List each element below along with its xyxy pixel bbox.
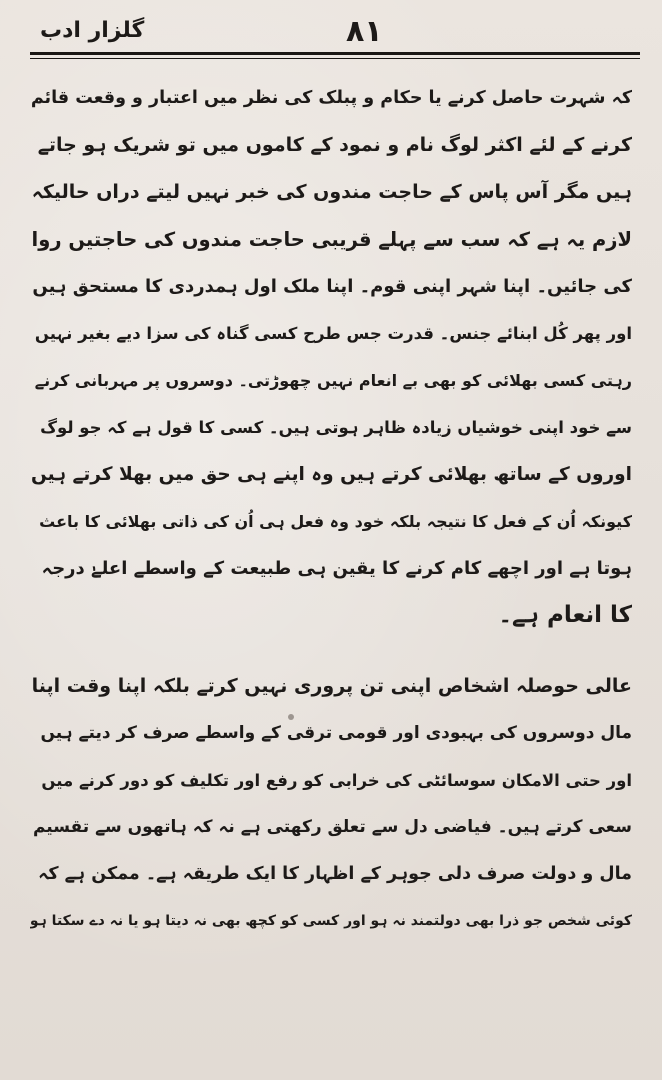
text-line: رہتی کسی بھلائی کو بھی بے انعام نہیں چھوڑتی۔ دوسروں پر مہربانی کرنے — [34, 371, 632, 390]
text-line: کرنے کے لئے اکثر لوگ نام و نمود کے کاموں میں تو شریک ہو جاتے — [37, 134, 632, 156]
header-rule-thick — [30, 52, 640, 55]
paragraph-2 — [30, 663, 632, 945]
text-line: مال دوسروں کی بہبودی اور قومی ترقی کے واسطے صرف کر دیتے ہیں — [40, 723, 632, 743]
text-line: ہیں مگر آس پاس کے حاجت مندوں کی خبر نہیں لیتے دراں حالیکہ — [31, 181, 632, 203]
text-line: لازم یہ ہے کہ سب سے پہلے قریبی حاجت مندوں کی حاجتیں روا — [31, 228, 632, 251]
text-line: کہ شہرت حاصل کرنے یا حکام و پبلک کی نظر میں اعتبار و وقعت قائم — [30, 88, 632, 108]
page-number: ۸۱ — [346, 14, 383, 49]
text-line: سعی کرتے ہیں۔ فیاضی دل سے تعلق رکھتی ہے نہ کہ ہاتھوں سے تقسیم — [32, 817, 632, 837]
text-line: کا انعام ہے۔ — [498, 602, 632, 628]
text-line: سے خود اپنی خوشیاں زیادہ ظاہر ہوتی ہیں۔ کسی کا قول ہے کہ جو لوگ — [40, 418, 632, 437]
header-rule-thin — [30, 58, 640, 59]
text-line: مال و دولت صرف دلی جوہر کے اظہار کا ایک طریقہ ہے۔ ممکن ہے کہ — [38, 864, 632, 884]
body-text — [30, 75, 632, 945]
text-line: اور حتی الامکان سوسائٹی کی خرابی کو رفع اور تکلیف کو دور کرنے میں — [41, 771, 632, 790]
text-line: کیونکہ اُن کے فعل کا نتیجہ بلکہ خود وہ فعل ہی اُن کی ذاتی بھلائی کا باعث — [39, 512, 632, 531]
text-line: اور پھر کُل ابنائے جنس۔ قدرت جس طرح کسی گناہ کی سزا دیے بغیر نہیں — [34, 324, 632, 343]
paragraph-1 — [30, 75, 632, 639]
text-line: اوروں کے ساتھ بھلائی کرتے ہیں وہ اپنے ہی حق میں بھلا کرتے ہیں — [31, 464, 632, 485]
text-line: کی جائیں۔ اپنا شہر اپنی قوم۔ اپنا ملک اول ہمدردی کا مستحق ہیں — [32, 276, 632, 297]
ink-speck — [288, 714, 294, 720]
paragraph-gap — [30, 639, 632, 663]
text-line: کوئی شخص جو ذرا بھی دولتمند نہ ہو اور کسی کو کچھ بھی نہ دیتا ہو یا نہ دے سکتا ہو — [30, 913, 632, 929]
text-line: عالی حوصلہ اشخاص اپنی تن پروری نہیں کرتے بلکہ اپنا وقت اپنا — [31, 675, 632, 697]
text-line: ہوتا ہے اور اچھے کام کرنے کا یقین ہی طبیعت کے واسطے اعلےٰ درجہ — [41, 558, 632, 579]
page-header — [28, 14, 638, 54]
running-title: گلزار ادب — [40, 18, 145, 43]
